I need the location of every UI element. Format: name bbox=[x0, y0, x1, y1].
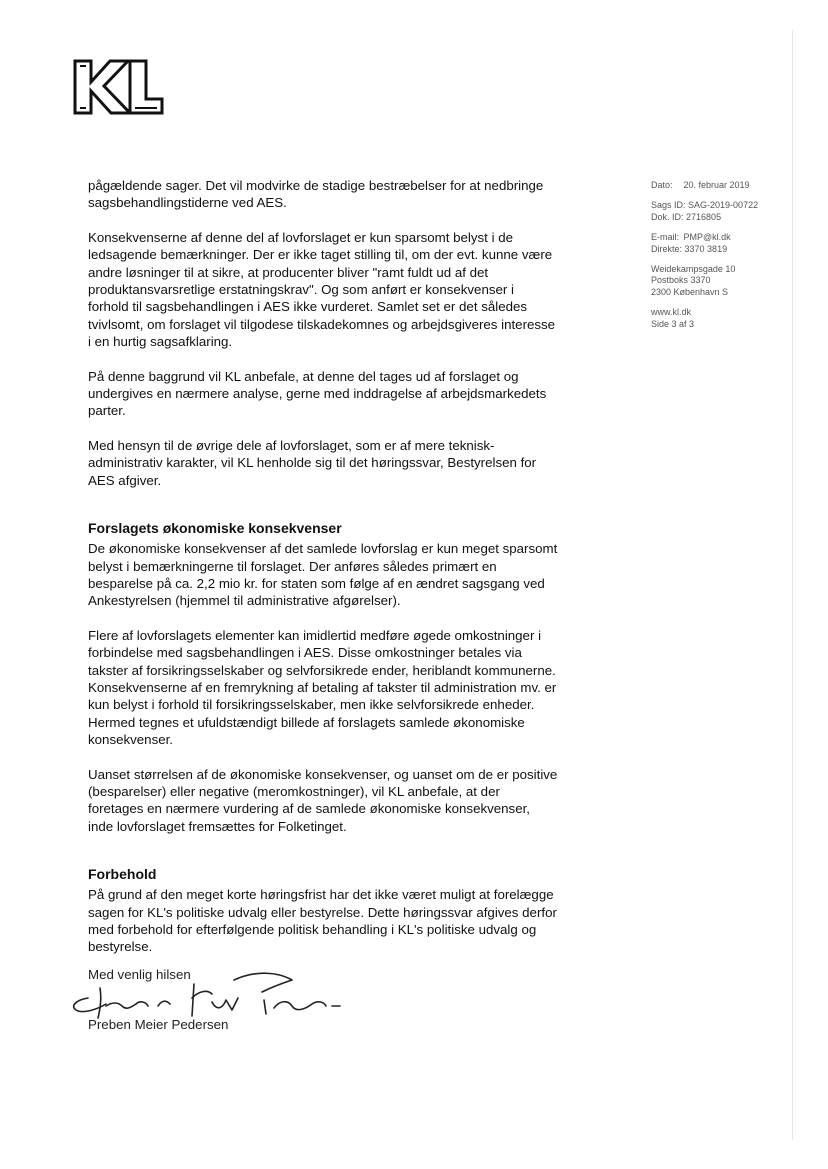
web-group bbox=[651, 307, 801, 330]
paragraph: På denne baggrund vil KL anbefale, at denne del tages ud af forslaget og undergives en nærmere analyse, gerne med inddragelse af arbejdsmarkedets parter. bbox=[88, 368, 547, 419]
paragraph: Konsekvenserne af denne del af lovforslaget er kun sparsomt belyst i de ledsagende bemærkninger. Der er ikke taget stilling til, om der evt. kunne være andre løsninger til at sikre, at producenter bliver "ramt fuldt ud af det produktansvarsretlige erstatningskrav". Og som anført er konsekvenser i forhold til sagsbehandlingen i AES ikke vurderet. Samlet set er det således tvivlsomt, om forslaget vil tilgodese tilskadekomnes og arbejdsgiveres interesse i en hurtig sagsafklaring. bbox=[88, 229, 556, 350]
kl-logo bbox=[72, 58, 164, 116]
paragraph: Flere af lovforslagets elementer kan imidlertid medføre øgede omkostninger i forbindelse med sagsbehandlingen i AES. Disse omkostninger betales via takster af forsikringsselskaber og selvforsikrede ender, heriblandt kommunerne. Konsekvenserne af en fremrykning af betaling af takster til administration mv. er kun belyst i forhold til forsikringsselskaber, men ikke selvforsikrede enheder. Hermed tegnes et ufuldstændigt billede af forslagets samlede økonomiske konsekvenser. bbox=[88, 627, 557, 748]
case-id-label: Sags ID: bbox=[651, 200, 686, 211]
paragraph: Uanset størrelsen af de økonomiske konsekvenser, og uanset om de er positive (besparelser) eller negative (meromkostninger), vil KL anbefale, at der foretages en nærmere vurdering af de samlede økonomiske konsekvenser, inde lovforslaget fremsættes for Folketinget. bbox=[88, 766, 558, 834]
date-value: 20. februar 2019 bbox=[683, 180, 750, 190]
section-reservation bbox=[88, 865, 558, 956]
contact-group bbox=[651, 232, 801, 255]
section-economic-consequences bbox=[88, 519, 558, 835]
letter-body bbox=[88, 177, 558, 973]
closing-greeting: Med venlig hilsen bbox=[88, 967, 191, 982]
date-label: Dato: bbox=[651, 180, 673, 190]
letter-closing bbox=[88, 967, 408, 1047]
direct-phone-value: 3370 3819 bbox=[684, 243, 728, 254]
direct-phone-label: Direkte: bbox=[651, 243, 683, 254]
paragraph: Med hensyn til de øvrige dele af lovforslaget, som er af mere teknisk-administrativ karakter, vil KL henholde sig til det høringssvar, Bestyrelsen for AES afgiver. bbox=[88, 437, 537, 488]
doc-id-label: Dok. ID: bbox=[651, 211, 684, 222]
paragraph: De økonomiske konsekvenser af det samlede lovforslag er kun meget sparsomt belyst i bemærkningerne til forslaget. Der anføres således primært en besparelse på ca. 2,2 mio kr. for staten som følge af en ændret sagsgang ved Ankestyrelsen (hjemmel til administrative afgørelser). bbox=[88, 541, 558, 609]
document-meta-sidebar bbox=[651, 180, 801, 339]
website-text: www.kl.dk bbox=[651, 307, 692, 318]
paragraph: pågældende sager. Det vil modvirke de stadige bestræbelser for at nedbringe sagsbehandlingstiderne ved AES. bbox=[88, 178, 544, 211]
page-number: Side 3 af 3 bbox=[651, 318, 695, 329]
address-line: Weidekampsgade 10 bbox=[651, 264, 736, 275]
date-group bbox=[651, 180, 801, 191]
ids-group bbox=[651, 200, 801, 223]
address-line: 2300 København S bbox=[651, 286, 729, 297]
email-label: E-mail: bbox=[651, 232, 680, 243]
section-heading: Forslagets økonomiske konsekvenser bbox=[88, 520, 342, 537]
address-line: Postboks 3370 bbox=[651, 275, 711, 286]
section-heading: Forbehold bbox=[88, 866, 157, 883]
doc-id-value: 2716805 bbox=[686, 211, 722, 222]
address-group bbox=[651, 264, 801, 298]
case-id-value: SAG-2019-00722 bbox=[688, 200, 759, 211]
email-value: PMP@kl.dk bbox=[683, 232, 731, 243]
paragraph: På grund af den meget korte høringsfrist har det ikke været muligt at forelægge sagen for KL's politiske udvalg eller bestyrelse. Dette høringssvar afgives derfor med forbehold for efterfølgende politisk behandling i KL's politiske udvalg og bestyrelse. bbox=[88, 887, 557, 955]
signer-name: Preben Meier Pedersen bbox=[88, 1017, 229, 1032]
